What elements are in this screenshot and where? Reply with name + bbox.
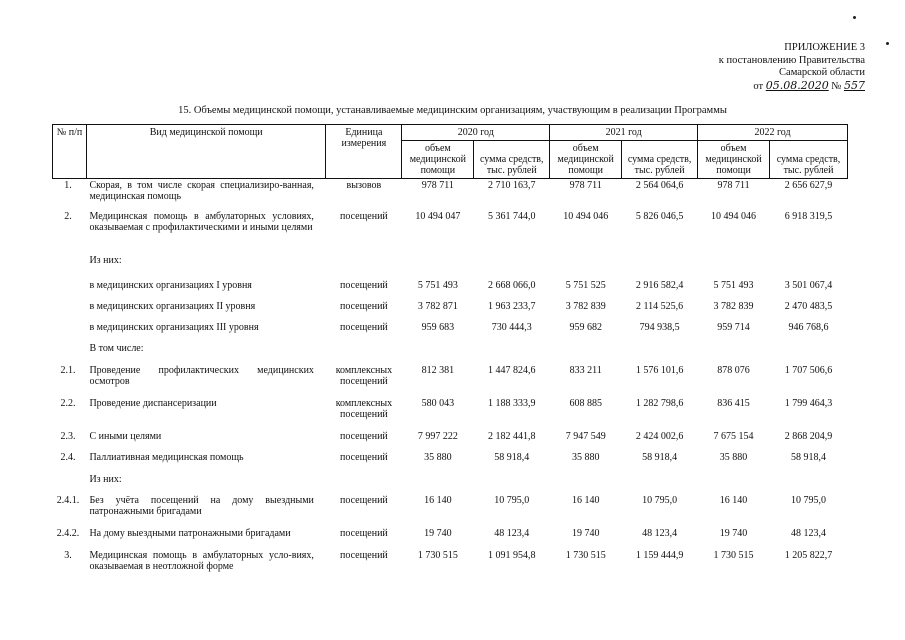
row-unit: посещений xyxy=(339,300,388,312)
row-number xyxy=(53,321,87,342)
volume-cell: 959 714 xyxy=(717,321,750,333)
volume-cell: 5 751 493 xyxy=(713,279,754,291)
row-name: в медицинских организациях III уровня xyxy=(89,321,259,333)
table-row xyxy=(53,210,848,254)
row-name: в медицинских организациях I уровня xyxy=(89,279,252,291)
appendix-line1: к постановлению Правительства xyxy=(718,54,865,66)
row-number xyxy=(53,473,87,494)
sum-cell: 10 795,0 xyxy=(791,494,827,506)
volume-cell: 10 494 047 xyxy=(415,210,461,222)
header-volume: объем медицинской помощи xyxy=(698,141,770,179)
sum-cell: 1 963 233,7 xyxy=(488,300,536,312)
row-number xyxy=(53,279,87,300)
volume-cell: 878 076 xyxy=(717,364,750,376)
row-name: Из них: xyxy=(89,254,122,266)
row-unit xyxy=(326,254,402,279)
handwritten-number: 557 xyxy=(844,78,865,92)
row-unit: посещений xyxy=(339,549,388,561)
row-number: 2.4.2. xyxy=(56,527,80,539)
table-row xyxy=(53,300,848,321)
table-row xyxy=(53,549,848,579)
header-year: 2020 год xyxy=(402,125,550,141)
sum-cell: 48 123,4 xyxy=(494,527,530,539)
volumes-table xyxy=(52,124,848,579)
sum-cell: 2 564 064,6 xyxy=(635,180,684,191)
volume-cell xyxy=(698,473,770,494)
sum-cell: 2 656 627,9 xyxy=(784,180,833,191)
volume-cell: 7 997 222 xyxy=(417,430,458,442)
appendix-date-line xyxy=(719,80,865,94)
row-number: 2.2. xyxy=(60,397,76,409)
row-number: 2.1. xyxy=(60,364,76,376)
volume-cell: 1 730 515 xyxy=(713,549,754,561)
row-unit xyxy=(326,342,402,364)
sum-cell: 1 576 101,6 xyxy=(635,364,684,376)
sum-cell xyxy=(622,342,698,364)
table-row xyxy=(53,179,848,210)
volume-cell xyxy=(402,342,474,364)
sum-cell: 1 159 444,9 xyxy=(635,549,684,561)
row-name: Проведение профилактических медицинских осмотров xyxy=(89,364,314,387)
dot-mark xyxy=(853,16,856,19)
volume-cell: 5 751 493 xyxy=(417,279,458,291)
row-name: Паллиативная медицинская помощь xyxy=(89,451,244,463)
sum-cell: 2 668 066,0 xyxy=(488,279,536,291)
volume-cell xyxy=(550,254,622,279)
sum-cell: 58 918,4 xyxy=(494,451,530,463)
row-unit: посещений xyxy=(339,430,388,442)
table-row xyxy=(53,342,848,364)
row-number: 2.3. xyxy=(60,430,76,442)
volume-cell: 35 880 xyxy=(424,451,452,463)
row-name: С иными целями xyxy=(89,430,162,442)
sum-cell xyxy=(474,342,550,364)
table-row xyxy=(53,527,848,549)
date-prefix: от xyxy=(753,80,764,92)
sum-cell: 58 918,4 xyxy=(642,451,678,463)
row-unit: комплексных посещений xyxy=(335,364,393,387)
volume-cell: 16 140 xyxy=(719,494,748,506)
volume-cell: 3 782 871 xyxy=(417,300,458,312)
row-number: 3. xyxy=(64,549,72,561)
appendix-header xyxy=(719,42,865,93)
sum-cell: 2 470 483,5 xyxy=(784,300,833,312)
sum-cell xyxy=(770,254,848,279)
sum-cell: 10 795,0 xyxy=(642,494,678,506)
sum-cell: 2 424 002,6 xyxy=(635,430,684,442)
sum-cell: 1 282 798,6 xyxy=(635,397,684,409)
volume-cell: 580 043 xyxy=(421,397,455,409)
sum-cell: 2 114 525,6 xyxy=(636,300,684,312)
volume-cell: 5 751 525 xyxy=(565,279,606,291)
volume-cell: 7 675 154 xyxy=(713,430,754,442)
sum-cell: 2 182 441,8 xyxy=(488,430,536,442)
handwritten-date: 05.08.2020 xyxy=(765,78,829,92)
row-number xyxy=(53,342,87,364)
volume-cell: 19 740 xyxy=(571,527,600,539)
volume-cell: 1 730 515 xyxy=(565,549,606,561)
header-type: Вид медицинской помощи xyxy=(86,125,325,179)
header-sum: сумма средств, тыс. рублей xyxy=(770,141,848,179)
table-row xyxy=(53,364,848,397)
sum-cell: 1 447 824,6 xyxy=(488,364,536,376)
volume-cell xyxy=(698,254,770,279)
header-sum: сумма средств, тыс. рублей xyxy=(622,141,698,179)
volume-cell: 959 682 xyxy=(569,321,602,333)
number-prefix: № xyxy=(831,80,842,92)
row-unit: посещений xyxy=(339,279,388,291)
volume-cell: 3 782 839 xyxy=(713,300,754,312)
sum-cell: 3 501 067,4 xyxy=(784,279,833,291)
sum-cell: 1 707 506,6 xyxy=(784,364,833,376)
row-number: 2.4. xyxy=(60,451,76,463)
volume-cell: 959 683 xyxy=(421,321,455,333)
row-number xyxy=(53,254,87,279)
row-unit: посещений xyxy=(339,451,388,463)
row-name: Без учёта посещений на дому выездными патронажными бригадами xyxy=(89,494,314,517)
sum-cell: 1 188 333,9 xyxy=(488,397,536,409)
row-unit: комплексных посещений xyxy=(335,397,393,420)
volume-cell xyxy=(550,473,622,494)
header-unit: Единица измерения xyxy=(326,125,402,179)
volume-cell: 16 140 xyxy=(571,494,600,506)
sum-cell: 58 918,4 xyxy=(791,451,827,463)
sum-cell: 2 916 582,4 xyxy=(635,279,684,291)
table-row xyxy=(53,451,848,473)
row-name: Скорая, в том числе скорая специализиро-ванная, медицинская помощь xyxy=(89,180,314,202)
sum-cell xyxy=(622,254,698,279)
header-year: 2022 год xyxy=(698,125,848,141)
table-row xyxy=(53,494,848,527)
row-unit: вызовов xyxy=(346,180,382,191)
row-name: Проведение диспансеризации xyxy=(89,397,217,409)
volume-cell: 35 880 xyxy=(719,451,748,463)
sum-cell: 1 205 822,7 xyxy=(784,549,833,561)
sum-cell: 10 795,0 xyxy=(494,494,530,506)
volume-cell: 978 711 xyxy=(569,180,602,191)
table-row xyxy=(53,397,848,430)
volume-cell: 7 947 549 xyxy=(565,430,606,442)
sum-cell: 730 444,3 xyxy=(491,321,532,333)
table-row xyxy=(53,473,848,494)
row-number xyxy=(53,300,87,321)
volume-cell: 978 711 xyxy=(717,180,750,191)
volume-cell: 10 494 046 xyxy=(563,210,609,222)
row-name: В том числе: xyxy=(89,342,144,354)
header-volume: объем медицинской помощи xyxy=(402,141,474,179)
volume-cell: 35 880 xyxy=(571,451,600,463)
row-number: 1. xyxy=(64,180,72,191)
header-year: 2021 год xyxy=(550,125,698,141)
appendix-title: ПРИЛОЖЕНИЕ 3 xyxy=(784,42,865,53)
sum-cell xyxy=(770,342,848,364)
volume-cell: 812 381 xyxy=(421,364,455,376)
volume-cell: 19 740 xyxy=(424,527,452,539)
table-row xyxy=(53,279,848,300)
volume-cell: 608 885 xyxy=(569,397,602,409)
row-number: 2.4.1. xyxy=(56,494,80,506)
row-name: Медицинская помощь в амбулаторных усло-виях, оказываемая в неотложной форме xyxy=(89,549,314,572)
table-row xyxy=(53,254,848,279)
volume-cell: 833 211 xyxy=(569,364,602,376)
header-row-years xyxy=(53,125,848,141)
row-unit: посещений xyxy=(339,210,388,222)
sum-cell: 5 826 046,5 xyxy=(635,210,684,222)
volume-cell: 1 730 515 xyxy=(417,549,458,561)
sum-cell: 48 123,4 xyxy=(642,527,678,539)
sum-cell xyxy=(474,473,550,494)
sum-cell: 2 868 204,9 xyxy=(784,430,833,442)
sum-cell: 1 091 954,8 xyxy=(488,549,536,561)
volume-cell: 978 711 xyxy=(421,180,454,191)
row-unit: посещений xyxy=(339,527,388,539)
volume-cell xyxy=(402,254,474,279)
sum-cell xyxy=(474,254,550,279)
row-name: в медицинских организациях II уровня xyxy=(89,300,256,312)
row-unit xyxy=(326,473,402,494)
volume-cell xyxy=(550,342,622,364)
sum-cell: 946 768,6 xyxy=(788,321,829,333)
sum-cell: 6 918 319,5 xyxy=(784,210,833,222)
sum-cell: 1 799 464,3 xyxy=(784,397,833,409)
sum-cell: 48 123,4 xyxy=(791,527,827,539)
sum-cell: 2 710 163,7 xyxy=(488,180,536,191)
sum-cell: 794 938,5 xyxy=(639,321,680,333)
volume-cell xyxy=(698,342,770,364)
volume-cell: 19 740 xyxy=(719,527,748,539)
volume-cell: 836 415 xyxy=(717,397,750,409)
row-unit: посещений xyxy=(339,321,388,333)
row-unit: посещений xyxy=(339,494,388,506)
row-name: На дому выездными патронажными бригадами xyxy=(89,527,291,539)
volume-cell: 10 494 046 xyxy=(711,210,757,222)
header-sum: сумма средств, тыс. рублей xyxy=(474,141,550,179)
volume-cell: 16 140 xyxy=(424,494,452,506)
header-num: № п/п xyxy=(53,125,87,179)
header-volume: объем медицинской помощи xyxy=(550,141,622,179)
row-name: Медицинская помощь в амбулаторных условиях, оказываемая с профилактическими и иными целями xyxy=(89,210,314,233)
volume-cell: 3 782 839 xyxy=(565,300,606,312)
row-name: Из них: xyxy=(89,473,122,485)
sum-cell xyxy=(770,473,848,494)
volume-cell xyxy=(402,473,474,494)
sum-cell xyxy=(622,473,698,494)
sum-cell: 5 361 744,0 xyxy=(488,210,536,222)
table-row xyxy=(53,321,848,342)
row-number: 2. xyxy=(64,210,72,222)
appendix-line2: Самарской области xyxy=(779,67,865,78)
document-title: 15. Объемы медицинской помощи, устанавливаемые медицинским организациям, участвующим в реализации Программы xyxy=(178,105,727,116)
table-row xyxy=(53,430,848,451)
dot-mark xyxy=(886,42,889,45)
